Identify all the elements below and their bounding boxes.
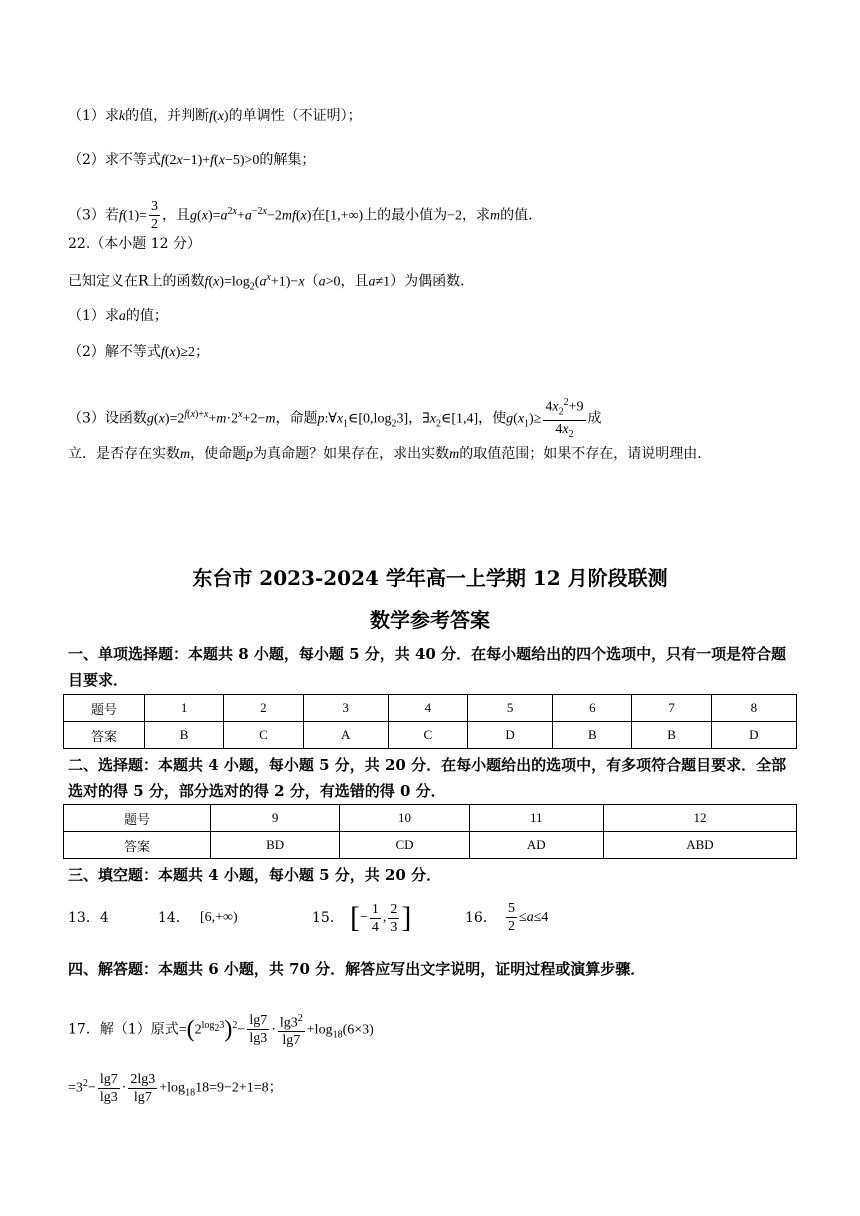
q22-header: 22.（本小题 12 分）: [68, 236, 201, 252]
table-cell: D: [711, 722, 796, 749]
table-cell: C: [388, 722, 467, 749]
table-cell: 12: [603, 805, 796, 832]
section-1-heading: 一、单项选择题：本题共 8 小题，每小题 5 分，共 40 分．在每小题给出的四个选项中，只有一项是符合题目要求．: [68, 645, 787, 689]
table-header-cell: 题号: [64, 695, 145, 722]
answers-title: 东台市 2023-2024 学年高一上学期 12 月阶段联测: [192, 566, 668, 590]
fill-13: 13．4: [68, 910, 109, 926]
table-row: [64, 832, 797, 859]
table-cell: 4: [388, 695, 467, 722]
table-cell: BD: [211, 832, 340, 859]
fill-14-number: 14．: [158, 910, 190, 926]
table-cell: 8: [711, 695, 796, 722]
q17-line1: 17．解（1）原式$=(2^{log_23})^2-$ $\frac{\lg 7}{\lg 3}$ · $\frac{\lg 3^2}{\lg 7}$ $+\log_{18}(6\times 3)$: [68, 1006, 374, 1055]
table-row: [64, 722, 797, 749]
table-row: [64, 805, 797, 832]
table-cell: 1: [145, 695, 224, 722]
q22-part3: （3）设函数$g(x)=2^{f(x)+x}+m\cdot 2^x+2-m$，命题$p:\forall x_1\in[0,\log_23]$，$\exists x_2\in[1,4]$，使$g(x_1)\ge$ $\frac{4x_2^2+9}{4x_2}$ 成: [68, 394, 602, 443]
table-row: [64, 695, 797, 722]
q21-part3: （3）若f(1)= $\frac{3}{2}$ ，且$g(x)=a^{2x}+a^{-2x}-2mf(x)$在[1,+∞)上的最小值为−2，求m的值.: [68, 199, 533, 232]
q17-line2: $=3^2-$ $\frac{\lg 7}{\lg 3}$ · $\frac{2\lg 3}{\lg 7}$ $+\log_{18}18=9-2+1=8$；: [68, 1071, 283, 1105]
table-cell: A: [303, 722, 388, 749]
q21-part2: （2）求不等式f(2x−1)+f(x−5)>0的解集；: [68, 152, 316, 168]
section-4-heading: 四、解答题：本题共 6 小题，共 70 分．解答应写出文字说明，证明过程或演算步骤．: [68, 960, 646, 978]
table-cell: CD: [340, 832, 469, 859]
fill-16-number: 16．: [465, 910, 497, 926]
answers-subtitle: 数学参考答案: [370, 608, 490, 632]
table-cell: 2: [224, 695, 303, 722]
q22-part1: （1）求a的值；: [68, 308, 168, 324]
fill-14-answer: [6,+∞): [200, 910, 238, 925]
table-header-cell: 答案: [64, 832, 211, 859]
table-cell: D: [468, 722, 553, 749]
table-cell: 11: [469, 805, 603, 832]
table-cell: B: [145, 722, 224, 749]
fill-15-number: 15．: [312, 910, 344, 926]
table-header-cell: 答案: [64, 722, 145, 749]
table-cell: B: [632, 722, 711, 749]
section-2-heading: 二、选择题：本题共 4 小题，每小题 5 分，共 20 分．在每小题给出的选项中，有多项符合题目要求．全部选对的得 5 分，部分选对的得 2 分，有选错的得 0 分．: [68, 756, 787, 800]
table-cell: AD: [469, 832, 603, 859]
table-cell: ABD: [603, 832, 796, 859]
fill-15-answer: [− $\frac{1}{4}$ , $\frac{2}{3}$ ]: [350, 901, 412, 935]
q22-part3-cont: 立．是否存在实数m，使命题p为真命题？如果存在，求出实数m的取值范围；如果不存在，请说明理由.: [68, 446, 702, 462]
q21-part1: （1）求k的值，并判断f(x)的单调性（不证明）；: [68, 108, 362, 124]
table-cell: 3: [303, 695, 388, 722]
table-cell: 7: [632, 695, 711, 722]
table-cell: 5: [468, 695, 553, 722]
table-cell: 9: [211, 805, 340, 832]
table-cell: 10: [340, 805, 469, 832]
fill-16-answer: $\frac{5}{2}$ ≤a≤4: [508, 901, 549, 935]
q22-stem: 已知定义在R上的函数$f(x)=\log_2(a^x+1)-x(a>0$，且a≠1）为偶函数.: [68, 272, 465, 293]
answer-table-2: [63, 804, 797, 859]
q22-part2: （2）解不等式f(x)≥2；: [68, 344, 210, 360]
table-cell: C: [224, 722, 303, 749]
answer-table-1: [63, 694, 797, 749]
table-cell: B: [553, 722, 632, 749]
table-header-cell: 题号: [64, 805, 211, 832]
table-cell: 6: [553, 695, 632, 722]
section-3-heading: 三、填空题：本题共 4 小题，每小题 5 分，共 20 分．: [68, 866, 442, 884]
